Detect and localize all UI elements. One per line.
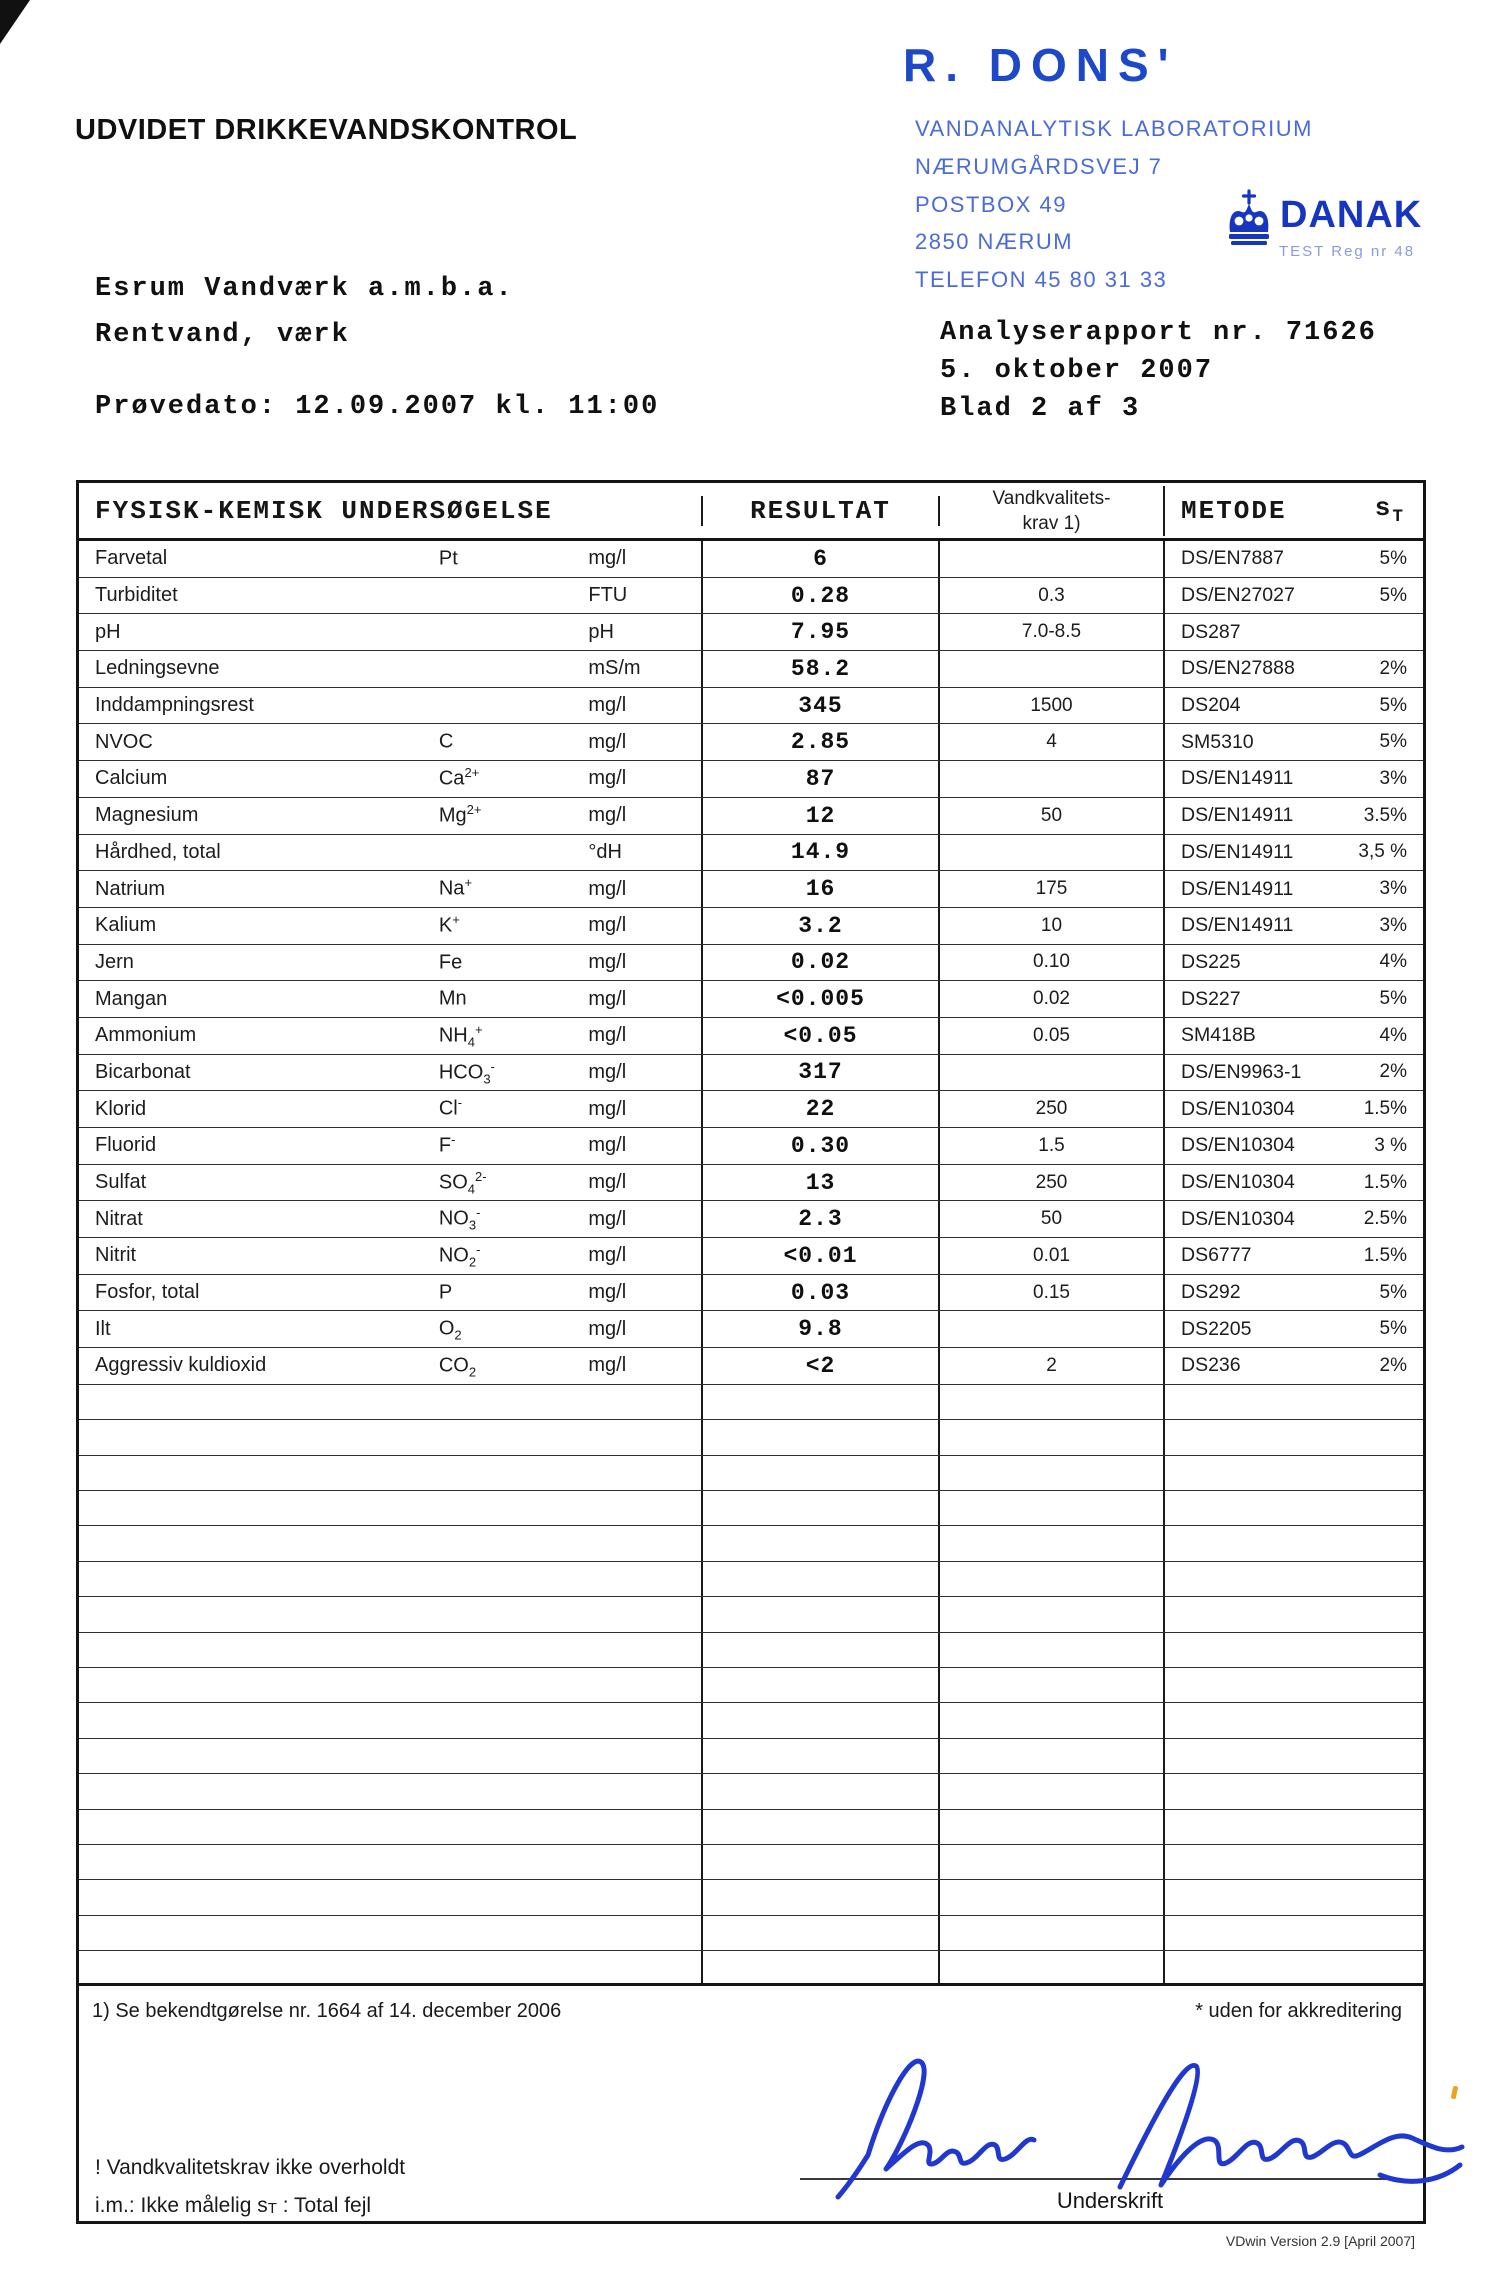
result-value: 0.30	[790, 1132, 851, 1159]
regulation-footnote: 1) Se bekendtgørelse nr. 1664 af 14. december 2006	[92, 2000, 562, 2022]
total-error-value: 5%	[1379, 1318, 1407, 1340]
param-unit: mg/l	[588, 730, 627, 753]
header-method: METODE	[1181, 495, 1287, 526]
param-symbol: $Ca^{2+}$	[438, 765, 480, 790]
table-row	[79, 981, 1423, 1018]
param-symbol: Pt	[438, 547, 458, 570]
quality-limit-value: 0.3	[1038, 584, 1065, 606]
table-row	[79, 1348, 1423, 1385]
table-row	[79, 1562, 1423, 1597]
table-row	[79, 1055, 1423, 1092]
total-error-value: 1.5%	[1363, 1244, 1407, 1266]
param-symbol: Cl-	[438, 1095, 463, 1120]
table-row	[79, 1018, 1423, 1055]
param-name: Bicarbonat	[95, 1060, 191, 1083]
lab-name: R. DONS'	[903, 39, 1178, 91]
param-unit: mg/l	[588, 1060, 627, 1083]
quality-limit-value: 250	[1035, 1171, 1068, 1193]
sample-type: Rentvand, værk	[95, 320, 350, 350]
control-title: UDVIDET DRIKKEVANDSKONTROL	[75, 114, 578, 146]
table-body	[79, 541, 1423, 1986]
param-symbol: C	[438, 731, 454, 754]
result-value: 7.95	[790, 619, 851, 646]
result-value: 87	[805, 765, 836, 792]
method-name: DS204	[1181, 694, 1241, 717]
table-row	[79, 1916, 1423, 1951]
param-symbol: $HCO_3^-$	[438, 1058, 495, 1087]
result-value: 0.28	[790, 582, 851, 609]
method-name: DS6777	[1181, 1244, 1252, 1267]
table-row	[79, 1238, 1423, 1275]
param-symbol: K+	[438, 911, 460, 937]
param-unit: mg/l	[588, 1354, 627, 1377]
table-row	[79, 541, 1423, 578]
table-row	[79, 1201, 1423, 1238]
param-name: Magnesium	[95, 804, 199, 827]
result-value: <0.005	[776, 986, 865, 1013]
quality-violation-note: ! Vandkvalitetskrav ikke overholdt	[95, 2156, 406, 2179]
software-version: VDwin Version 2.9 [April 2007]	[1225, 2233, 1415, 2249]
table-row	[79, 1165, 1423, 1202]
method-name: DS/EN10304	[1181, 1134, 1295, 1157]
table-row	[79, 945, 1423, 982]
param-symbol: $O_2$	[438, 1318, 462, 1344]
table-row	[79, 614, 1423, 651]
header-quality-limit-line2: krav 1)	[1022, 512, 1081, 534]
quality-limit-value: 0.15	[1033, 1281, 1070, 1303]
param-symbol: $SO_4^{2-}$	[438, 1168, 487, 1197]
total-error-value: 3 %	[1374, 1134, 1407, 1156]
param-unit: mg/l	[588, 1281, 627, 1304]
total-error-value: 1.5%	[1363, 1098, 1407, 1120]
method-name: DS2205	[1181, 1317, 1252, 1340]
method-name: DS/EN14911	[1181, 877, 1294, 900]
param-unit: pH	[588, 620, 614, 643]
param-name: Ledningsevne	[95, 657, 220, 680]
param-name: Fosfor, total	[95, 1281, 200, 1304]
param-symbol: Na+	[438, 875, 473, 900]
method-name: DS225	[1181, 950, 1241, 973]
table-row	[79, 1385, 1423, 1420]
param-unit: mg/l	[588, 1097, 627, 1120]
total-error-value: 3%	[1379, 914, 1407, 936]
result-value: 22	[805, 1096, 836, 1123]
param-symbol: $NO_2^-$	[438, 1242, 481, 1270]
method-name: SM418B	[1181, 1024, 1256, 1047]
param-name: Aggressiv kuldioxid	[95, 1354, 267, 1377]
quality-limit-value: 1.5	[1038, 1134, 1065, 1156]
method-name: DS/EN14911	[1181, 840, 1294, 863]
param-unit: mg/l	[588, 950, 627, 973]
quality-limit-value: 4	[1046, 731, 1057, 753]
param-name: Sulfat	[95, 1171, 147, 1194]
quality-limit-value: 2	[1046, 1354, 1057, 1376]
quality-limit-value: 175	[1035, 878, 1068, 900]
table-row	[79, 724, 1423, 761]
total-error-value: 5%	[1379, 547, 1407, 569]
table-row	[79, 1739, 1423, 1774]
table-row	[79, 1597, 1423, 1632]
danak-reg-text: TEST Reg nr 48	[1279, 243, 1416, 260]
header-result: RESULTAT	[703, 496, 940, 526]
param-unit: mg/l	[588, 1207, 627, 1230]
result-value: <0.01	[783, 1242, 858, 1269]
table-row	[79, 1951, 1423, 1986]
total-error-value: 2%	[1379, 1354, 1407, 1376]
table-row	[79, 651, 1423, 688]
method-name: SM5310	[1181, 730, 1254, 753]
total-error-value: 4%	[1379, 1024, 1407, 1046]
param-name: Inddampningsrest	[95, 694, 254, 717]
result-value: 2.3	[798, 1206, 843, 1233]
method-name: DS/EN14911	[1181, 767, 1294, 790]
lab-address-line: VANDANALYTISK LABORATORIUM	[915, 116, 1314, 141]
total-error-value: 5%	[1379, 731, 1407, 753]
param-name: Ilt	[95, 1317, 111, 1340]
param-symbol: $NO_3^-$	[438, 1205, 481, 1234]
param-name: pH	[95, 620, 121, 643]
table-row	[79, 1275, 1423, 1312]
param-symbol: Fe	[438, 951, 463, 974]
table-row	[79, 688, 1423, 725]
total-error-value: 3.5%	[1363, 804, 1407, 826]
table-row	[79, 871, 1423, 908]
table-row	[79, 1810, 1423, 1845]
total-error-value: 2.5%	[1363, 1208, 1407, 1230]
client-name: Esrum Vandværk a.m.b.a.	[95, 274, 514, 304]
method-name: DS287	[1181, 620, 1241, 643]
header-total-error: $s_T$	[1374, 493, 1405, 528]
result-value: <0.05	[783, 1022, 858, 1049]
table-row	[79, 1526, 1423, 1561]
signature-label: Underskrift	[1056, 2188, 1164, 2213]
param-name: Calcium	[95, 767, 168, 790]
total-error-value: 5%	[1379, 694, 1407, 716]
result-value: 3.2	[798, 912, 843, 939]
quality-limit-value: 10	[1040, 914, 1063, 936]
legend-note: i.m.: Ikke målelig $s_T$ : Total fejl	[95, 2194, 372, 2217]
table-row	[79, 1456, 1423, 1491]
header-analysis: FYSISK-KEMISK UNDERSØGELSE	[79, 496, 703, 526]
method-name: DS236	[1181, 1354, 1241, 1377]
result-value: 14.9	[790, 839, 851, 866]
method-name: DS/EN10304	[1181, 1097, 1295, 1120]
quality-limit-value: 250	[1035, 1098, 1068, 1120]
param-name: Hårdhed, total	[95, 840, 221, 863]
total-error-value: 4%	[1379, 951, 1407, 973]
quality-limit-value: 0.10	[1033, 951, 1070, 973]
param-unit: mg/l	[588, 547, 627, 570]
table-row	[79, 761, 1423, 798]
param-symbol: $Mg^{2+}$	[438, 801, 482, 827]
param-symbol: F-	[438, 1132, 456, 1157]
result-value: 0.02	[790, 949, 851, 976]
method-name: DS/EN9963-1	[1181, 1060, 1302, 1083]
method-name: DS292	[1181, 1281, 1241, 1304]
table-row	[79, 798, 1423, 835]
total-error-value: 5%	[1379, 1281, 1407, 1303]
result-value: 58.2	[790, 655, 851, 682]
quality-limit-value: 0.01	[1033, 1244, 1070, 1266]
param-name: Natrium	[95, 877, 166, 900]
total-error-value: 2%	[1379, 1061, 1407, 1083]
param-unit: mg/l	[588, 914, 627, 937]
table-row	[79, 1880, 1423, 1915]
param-name: Nitrat	[95, 1207, 143, 1230]
param-name: Kalium	[95, 914, 157, 937]
method-name: DS227	[1181, 987, 1241, 1010]
param-name: Farvetal	[95, 547, 168, 570]
param-unit: °dH	[588, 840, 622, 863]
param-name: NVOC	[95, 730, 153, 753]
param-symbol: $NH_4^+$	[438, 1021, 483, 1050]
param-name: Jern	[95, 950, 134, 973]
header-quality-limit-line1: Vandkvalitets-	[992, 487, 1111, 509]
accreditation-note: * uden for akkreditering	[1195, 2000, 1402, 2022]
table-row	[79, 1845, 1423, 1880]
sheet-number: Blad 2 af 3	[940, 394, 1141, 424]
total-error-value: 1.5%	[1363, 1171, 1407, 1193]
result-value: 2.85	[790, 729, 851, 756]
param-name: Klorid	[95, 1097, 147, 1120]
table-row	[79, 1633, 1423, 1668]
param-unit: mg/l	[588, 1244, 627, 1267]
header-quality-limit	[940, 486, 1165, 536]
table-row	[79, 578, 1423, 615]
quality-limit-value: 7.0-8.5	[1021, 621, 1082, 643]
method-name: DS/EN10304	[1181, 1171, 1295, 1194]
param-unit: FTU	[588, 584, 628, 607]
table-row	[79, 908, 1423, 945]
total-error-value: 3%	[1379, 767, 1407, 789]
table-row	[79, 1703, 1423, 1738]
result-value: 13	[805, 1169, 836, 1196]
result-value: 6	[813, 545, 828, 572]
lab-address-line: POSTBOX 49	[915, 192, 1067, 217]
param-symbol: Mn	[438, 987, 467, 1010]
scan-corner-artifact	[0, 0, 30, 44]
table-row	[79, 835, 1423, 872]
param-unit: mg/l	[588, 1024, 627, 1047]
table-row	[79, 1774, 1423, 1809]
report-date: 5. oktober 2007	[940, 356, 1214, 386]
table-row	[79, 1668, 1423, 1703]
lab-phone: TELEFON 45 80 31 33	[915, 267, 1168, 292]
param-unit: mg/l	[588, 804, 627, 827]
param-unit: mg/l	[588, 1317, 627, 1340]
param-unit: mg/l	[588, 767, 627, 790]
method-name: DS/EN14911	[1181, 914, 1294, 937]
signature-scribble	[820, 2035, 1480, 2210]
param-unit: mg/l	[588, 877, 627, 900]
report-number: Analyserapport nr. 71626	[940, 318, 1377, 348]
quality-limit-value: 50	[1040, 804, 1063, 826]
table-row	[79, 1491, 1423, 1526]
quality-limit-value: 0.02	[1033, 988, 1070, 1010]
method-name: DS/EN14911	[1181, 804, 1294, 827]
result-value: 12	[805, 802, 836, 829]
results-table	[76, 480, 1426, 2224]
param-unit: mg/l	[588, 1171, 627, 1194]
param-name: Turbiditet	[95, 584, 178, 607]
param-symbol: $CO_2$	[438, 1354, 477, 1380]
table-header-row	[79, 483, 1423, 541]
table-row	[79, 1091, 1423, 1128]
param-name: Ammonium	[95, 1024, 197, 1047]
danak-crown-icon	[1222, 188, 1276, 248]
method-name: DS/EN10304	[1181, 1207, 1295, 1230]
total-error-value: 3%	[1379, 878, 1407, 900]
result-value: 16	[805, 876, 836, 903]
result-value: 345	[798, 692, 843, 719]
quality-limit-value: 50	[1040, 1208, 1063, 1230]
result-value: 317	[798, 1059, 843, 1086]
total-error-value: 5%	[1379, 988, 1407, 1010]
total-error-value: 2%	[1379, 657, 1407, 679]
param-unit: mg/l	[588, 694, 627, 717]
result-value: 0.03	[790, 1279, 851, 1306]
lab-address-line: 2850 NÆRUM	[915, 229, 1074, 254]
total-error-value: 5%	[1379, 584, 1407, 606]
param-unit: mg/l	[588, 1134, 627, 1157]
table-row	[79, 1311, 1423, 1348]
method-name: DS/EN27027	[1181, 584, 1295, 607]
result-value: <2	[805, 1352, 836, 1379]
param-unit: mg/l	[588, 987, 627, 1010]
lab-address-line: NÆRUMGÅRDSVEJ 7	[915, 154, 1163, 179]
method-name: DS/EN27888	[1181, 657, 1295, 680]
quality-limit-value: 0.05	[1033, 1024, 1070, 1046]
total-error-value: 3,5 %	[1358, 841, 1407, 863]
danak-logo-text: DANAK	[1280, 194, 1423, 236]
result-value: 9.8	[798, 1316, 843, 1343]
sample-date: Prøvedato: 12.09.2007 kl. 11:00	[95, 392, 660, 422]
quality-limit-value: 1500	[1030, 694, 1073, 716]
method-name: DS/EN7887	[1181, 547, 1284, 570]
param-unit: mS/m	[588, 657, 641, 680]
param-name: Mangan	[95, 987, 168, 1010]
param-symbol: P	[438, 1281, 453, 1304]
table-row	[79, 1420, 1423, 1455]
param-name: Nitrit	[95, 1244, 137, 1267]
param-name: Fluorid	[95, 1134, 157, 1157]
table-row	[79, 1128, 1423, 1165]
